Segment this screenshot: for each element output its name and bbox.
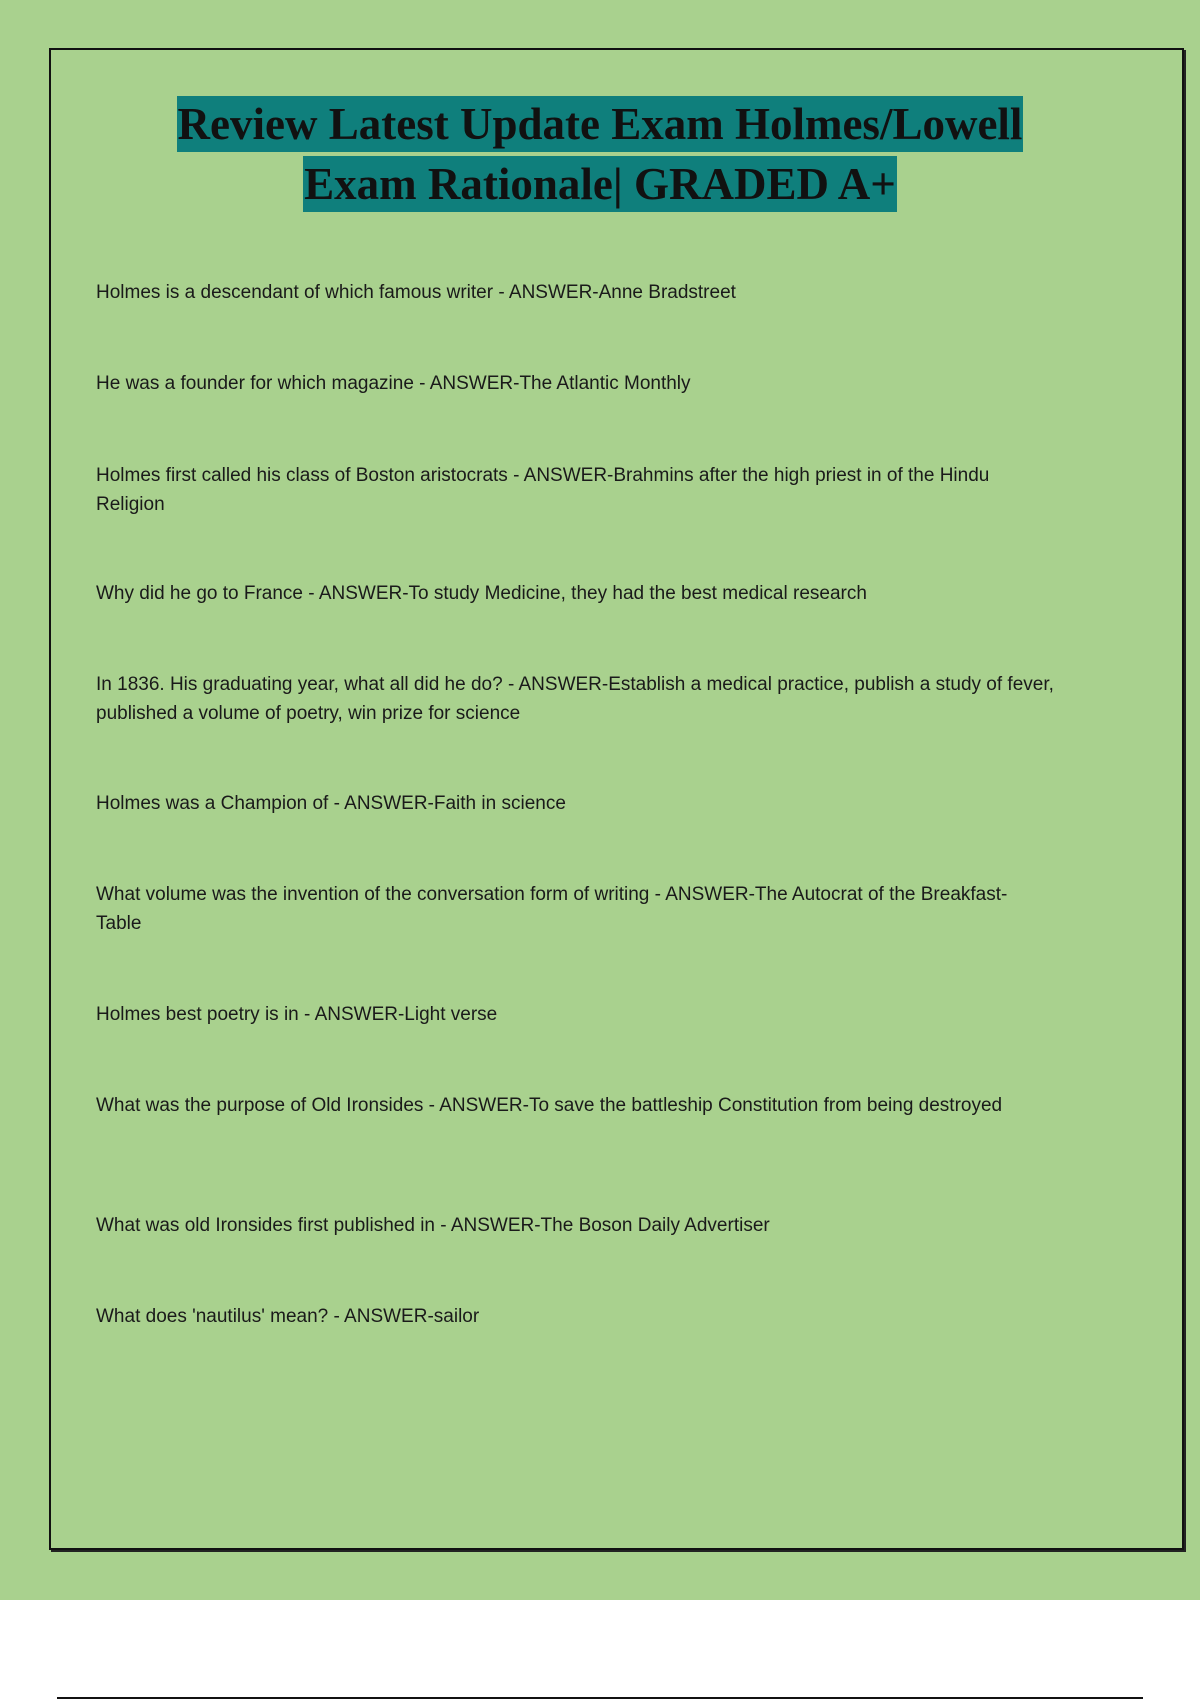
qa-item: Holmes was a Champion of - ANSWER-Faith in science <box>96 793 566 814</box>
title-line-1: Review Latest Update Exam Holmes/Lowell <box>177 96 1024 152</box>
document-title <box>0 96 1200 216</box>
qa-item: What does 'nautilus' mean? - ANSWER-sailor <box>96 1306 480 1327</box>
qa-item: What was old Ironsides first published in - ANSWER-The Boson Daily Advertiser <box>96 1215 770 1236</box>
qa-item: What volume was the invention of the conversation form of writing - ANSWER-The Autocrat of the Breakfast-Table <box>96 884 1008 934</box>
qa-item: In 1836. His graduating year, what all did he do? - ANSWER-Establish a medical practice, publish a study of fever, published a volume of poetry, win prize for science <box>96 674 1054 724</box>
qa-item: Why did he go to France - ANSWER-To study Medicine, they had the best medical research <box>96 583 867 604</box>
qa-item: Holmes best poetry is in - ANSWER-Light verse <box>96 1004 498 1025</box>
qa-item: He was a founder for which magazine - ANSWER-The Atlantic Monthly <box>96 373 691 394</box>
qa-item: Holmes first called his class of Boston aristocrats - ANSWER-Brahmins after the high priest in of the Hindu Religion <box>96 465 990 515</box>
qa-item: What was the purpose of Old Ironsides - ANSWER-To save the battleship Constitution from being destroyed <box>96 1095 1003 1116</box>
footer-rule <box>57 1697 1143 1699</box>
qa-item: Holmes is a descendant of which famous writer - ANSWER-Anne Bradstreet <box>96 282 736 303</box>
title-line-2: Exam Rationale| GRADED A+ <box>303 156 897 212</box>
